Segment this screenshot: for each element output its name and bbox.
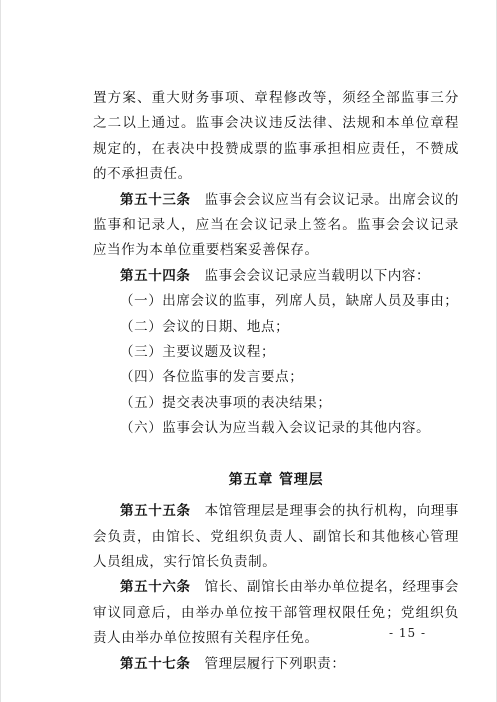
article-label: 第五十五条 xyxy=(120,503,191,520)
article-56 xyxy=(93,575,459,651)
text-line: 上通过。监事会决议违反法律、法规和本单位章程规定的，在表 xyxy=(93,115,459,157)
list-item: （六）监事会认为应当载入会议记录的其他内容。 xyxy=(120,420,431,437)
article-55 xyxy=(93,499,459,575)
text-line: 决中投赞成票的监事承担相应责任，不赞成的不承担责任。 xyxy=(93,140,459,183)
list-item: （一）出席会议的监事，列席人员，缺席人员及事由； xyxy=(120,293,459,310)
continued-paragraph xyxy=(93,86,459,188)
list-item: （二）会议的日期、地点； xyxy=(120,318,290,335)
article-54-items xyxy=(93,289,459,441)
article-label: 第五十七条 xyxy=(120,655,191,672)
page-number: - 15 - xyxy=(388,626,426,640)
article-text: 监事会会议记录应当载明以下内容： xyxy=(204,267,431,284)
article-text: 监事会会议应当有会议记录。出席会议的监事和记录人，应当在会议记录上签名。监事会会议记录应当作为本单位重要档案妥善保存。 xyxy=(93,191,459,259)
article-54 xyxy=(93,264,459,289)
article-53 xyxy=(93,188,459,264)
article-label: 第五十三条 xyxy=(120,191,191,208)
article-text: 本馆管理层是理事会的执行机构，向理事会负责，由馆长、党组织负责人、副馆长和其他核心管理人员组成，实行馆长负责制。 xyxy=(93,503,459,570)
chapter-title: 管理层 xyxy=(279,471,324,488)
article-57 xyxy=(93,652,459,677)
chapter-heading xyxy=(93,468,459,493)
list-item: （四）各位监事的发言要点； xyxy=(120,369,304,386)
article-text: 馆长、副馆长由举办单位提名，经理事会审议同意后，由举办单位按干部管理权限任免；党组织负责人由举办单位按照有关程序任免。 xyxy=(93,579,459,647)
page-content xyxy=(93,86,459,677)
article-label: 第五十六条 xyxy=(120,579,191,596)
list-item: （三）主要议题及议程； xyxy=(120,344,276,361)
article-text: 管理层履行下列职责： xyxy=(204,655,346,672)
text-line: 置方案、重大财务事项、章程修改等，须经全部监事三分之二以 xyxy=(93,90,459,132)
list-item: （五）提交表决事项的表决结果； xyxy=(120,394,332,411)
article-label: 第五十四条 xyxy=(120,267,191,284)
chapter-number: 第五章 xyxy=(228,471,273,488)
